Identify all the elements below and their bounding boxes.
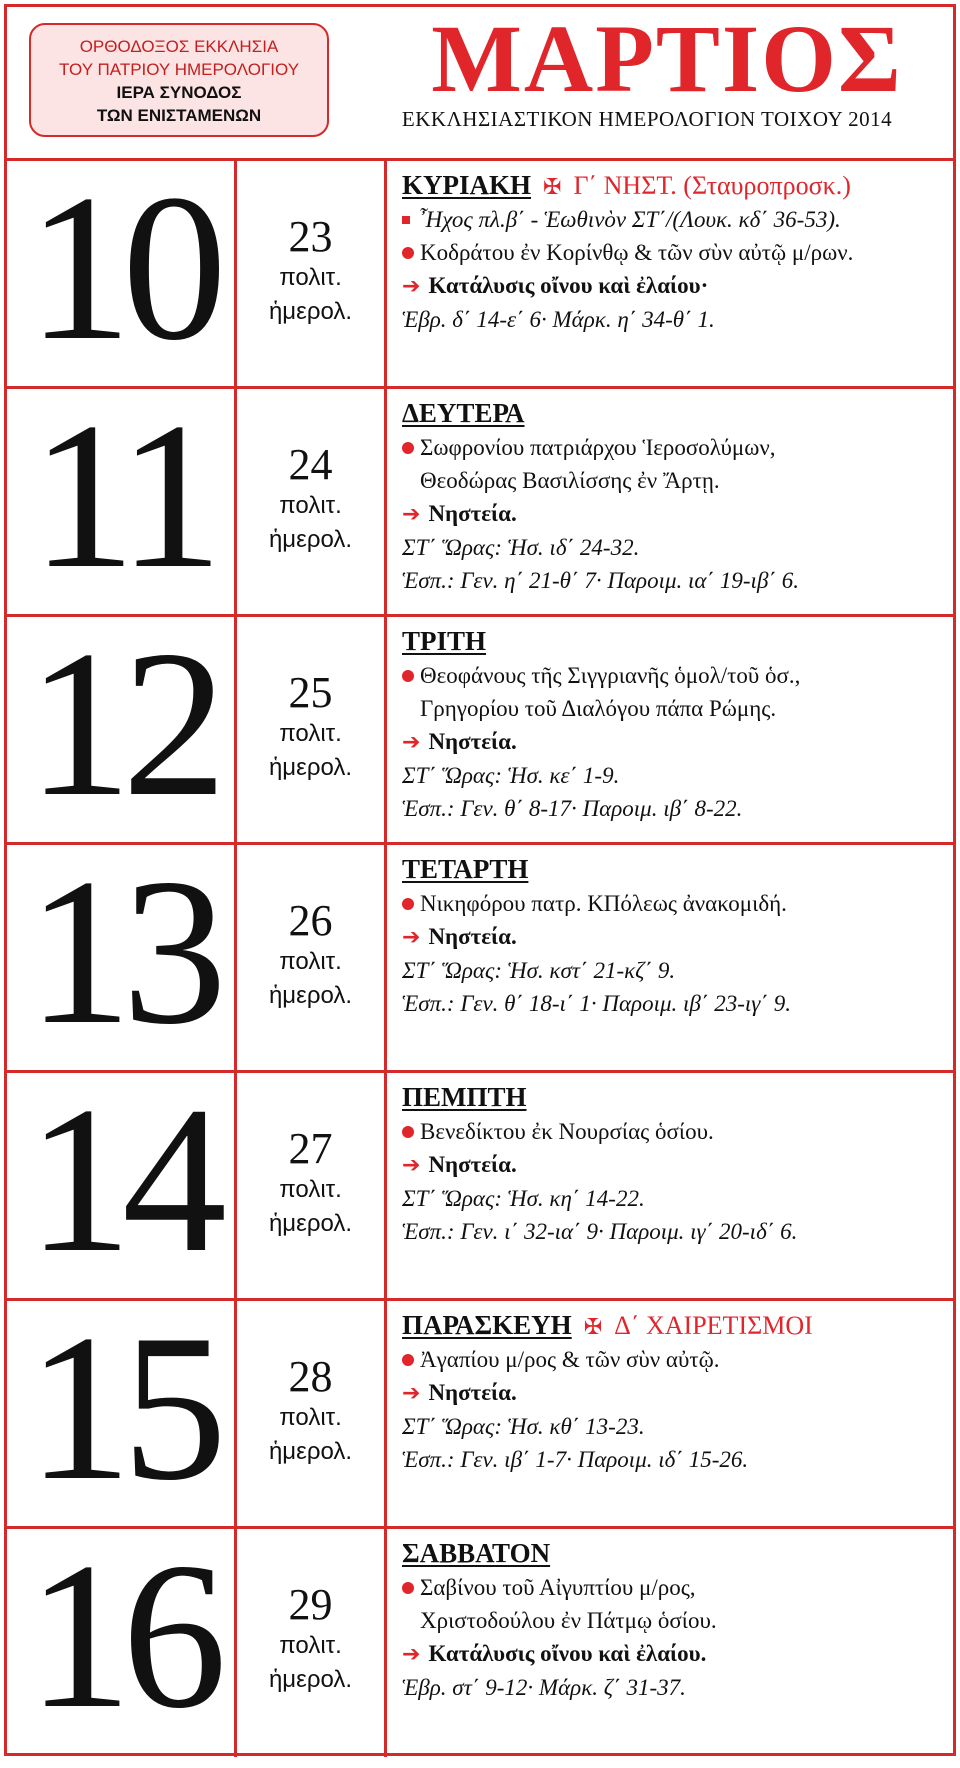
- red-arrow-icon: ➔: [402, 925, 421, 950]
- date-cell: [7, 617, 237, 842]
- old-calendar-cell: [237, 617, 387, 842]
- date-number: 12: [27, 617, 217, 840]
- day-row: [7, 1301, 953, 1529]
- red-square-icon: [402, 216, 410, 224]
- day-row: [7, 1529, 953, 1757]
- red-arrow-icon: ➔: [402, 1381, 421, 1406]
- old-calendar-cell: [237, 389, 387, 614]
- reading-line: [402, 1182, 945, 1215]
- hmerol-label: ἡμερολ.: [268, 1666, 353, 1693]
- old-calendar-cell: [237, 845, 387, 1070]
- fasting-line: [402, 1637, 945, 1671]
- red-arrow-icon: ➔: [402, 502, 421, 527]
- date-number: 13: [27, 845, 217, 1068]
- date-number: 15: [27, 1301, 217, 1524]
- day-heading: [402, 853, 945, 887]
- day-content: [402, 169, 945, 381]
- hmerol-label: ἡμερολ.: [268, 526, 353, 553]
- church-line-2: ΤΟΥ ΠΑΤΡΙΟΥ ΗΜΕΡΟΛΟΓΙΟΥ: [58, 60, 300, 79]
- reading-line: [402, 954, 945, 987]
- reading-text: ΣΤ΄ Ὥρας: Ἡσ. κη΄ 14-22.: [402, 1186, 645, 1211]
- saint-text: Σαβίνου τοῦ Αἰγυπτίου μ/ρος,: [420, 1575, 696, 1600]
- date-cell: [7, 161, 237, 386]
- polit-label: πολιτ.: [279, 1176, 342, 1203]
- saint-line: [402, 1115, 945, 1148]
- reading-line: [402, 759, 945, 792]
- calendar-page: [4, 4, 956, 1756]
- red-dot-icon: [402, 1582, 414, 1594]
- day-row: [7, 389, 953, 617]
- reading-text: ΣΤ΄ Ὥρας: Ἡσ. κθ΄ 13-23.: [402, 1414, 645, 1439]
- reading-text: ΣΤ΄ Ὥρας: Ἡσ. κστ΄ 21-κζ΄ 9.: [402, 958, 676, 983]
- fasting-text: Νηστεία.: [428, 1380, 517, 1405]
- date-cell: [7, 389, 237, 614]
- red-arrow-icon: ➔: [402, 730, 421, 755]
- saint-line: [402, 431, 945, 464]
- reading-text: ΣΤ΄ Ὥρας: Ἡσ. ιδ΄ 24-32.: [402, 535, 640, 560]
- reading-line: [402, 987, 945, 1020]
- reading-line: [402, 303, 945, 336]
- saint-line: [402, 692, 945, 725]
- saint-text: Θεοφάνους τῆς Σιγγριανῆς ὁμολ/τοῦ ὁσ.,: [420, 663, 801, 688]
- church-line-1: ΟΡΘΟΔΟΞΟΣ ΕΚΚΛΗΣΙΑ: [79, 37, 279, 56]
- date-cell: [7, 845, 237, 1070]
- date-cell: [7, 1301, 237, 1526]
- day-content: [402, 625, 945, 837]
- day-rows: [7, 161, 953, 1757]
- fasting-text: Νηστεία.: [428, 729, 517, 754]
- hmerol-label: ἡμερολ.: [268, 982, 353, 1009]
- month-title: ΜΑΡΤΙΟΣ: [431, 5, 903, 112]
- reading-text: Ἑσπ.: Γεν. θ΄ 8-17· Παροιμ. ιβ΄ 8-22.: [402, 796, 743, 821]
- red-arrow-icon: ➔: [402, 1153, 421, 1178]
- polit-label: πολιτ.: [279, 948, 342, 975]
- old-calendar-date: 29: [288, 1580, 333, 1629]
- day-name: ΤΡΙΤΗ: [402, 626, 487, 656]
- saint-line: [402, 236, 945, 269]
- reading-text: Ἑσπ.: Γεν. η΄ 21-θ΄ 7· Παροιμ. ια΄ 19-ιβ΄ 6.: [402, 568, 800, 593]
- polit-label: πολιτ.: [279, 1404, 342, 1431]
- old-calendar-date: 24: [288, 440, 333, 489]
- reading-text: Ἑσπ.: Γεν. ι΄ 32-ια΄ 9· Παροιμ. ιγ΄ 20-ιδ΄ 6.: [402, 1219, 798, 1244]
- reading-line: [402, 1671, 945, 1704]
- church-line-4: ΤΩΝ ΕΝΙΣΤΑΜΕΝΩΝ: [96, 106, 262, 125]
- reading-line: [402, 564, 945, 597]
- fasting-line: [402, 269, 945, 303]
- old-calendar-cell: [237, 161, 387, 386]
- date-number: 16: [27, 1529, 217, 1752]
- day-content: [402, 397, 945, 609]
- saint-line: [402, 659, 945, 692]
- date-cell: [7, 1529, 237, 1757]
- church-line-3: ΙΕΡΑ ΣΥΝΟΔΟΣ: [116, 83, 242, 102]
- saint-text: Κοδράτου ἐν Κορίνθῳ & τῶν σὺν αὐτῷ μ/ρων.: [420, 240, 854, 265]
- red-arrow-icon: ➔: [402, 1642, 421, 1667]
- old-calendar-date: 28: [288, 1352, 333, 1401]
- day-name: ΚΥΡΙΑΚΗ: [402, 170, 532, 200]
- day-name: ΠΕΜΠΤΗ: [402, 1082, 527, 1112]
- feast-title: Γ΄ ΝΗΣΤ. (Σταυροπροσκ.): [573, 171, 851, 200]
- calendar-header: [7, 7, 953, 161]
- polit-label: πολιτ.: [279, 720, 342, 747]
- red-dot-icon: [402, 1126, 414, 1138]
- polit-label: πολιτ.: [279, 1632, 342, 1659]
- saint-text: Γρηγορίου τοῦ Διαλόγου πάπα Ρώμης.: [420, 696, 777, 721]
- day-content: [402, 1309, 945, 1521]
- saint-text: Βενεδίκτου ἐκ Νουρσίας ὁσίου.: [420, 1119, 714, 1144]
- day-heading: [402, 397, 945, 431]
- day-content: [402, 1537, 945, 1749]
- old-calendar-date: 27: [288, 1124, 333, 1173]
- fasting-text: Κατάλυσις οἴνου καὶ ἐλαίου.: [428, 1641, 707, 1666]
- old-calendar-date: 26: [288, 896, 333, 945]
- fasting-text: Νηστεία.: [428, 924, 517, 949]
- red-arrow-icon: ➔: [402, 274, 421, 299]
- fasting-text: Κατάλυσις οἴνου καὶ ἐλαίου·: [428, 273, 709, 298]
- saint-text: Ἀγαπίου μ/ρος & τῶν σὺν αὐτῷ.: [420, 1347, 720, 1372]
- reading-text: Ἑβρ. στ΄ 9-12· Μάρκ. ζ΄ 31-37.: [402, 1675, 686, 1700]
- day-name: ΠΑΡΑΣΚΕΥΗ: [402, 1310, 572, 1340]
- saint-text: Χριστοδούλου ἐν Πάτμῳ ὁσίου.: [420, 1608, 717, 1633]
- red-dot-icon: [402, 898, 414, 910]
- hmerol-label: ἡμερολ.: [268, 298, 353, 325]
- fasting-line: [402, 497, 945, 531]
- reading-line: [402, 531, 945, 564]
- fasting-line: [402, 1376, 945, 1410]
- cross-icon: ✠: [583, 1314, 603, 1339]
- reading-text: Ἑβρ. δ΄ 14-ε΄ 6· Μάρκ. η΄ 34-θ΄ 1.: [402, 307, 715, 332]
- calendar-subtitle: ΕΚΚΛΗΣΙΑΣΤΙΚΟΝ ΗΜΕΡΟΛΟΓΙΟΝ ΤΟΙΧΟΥ 2014: [401, 107, 893, 131]
- fasting-line: [402, 725, 945, 759]
- reading-line: [402, 1443, 945, 1476]
- date-number: 11: [30, 389, 214, 612]
- day-heading: [402, 1081, 945, 1115]
- red-dot-icon: [402, 670, 414, 682]
- date-number: 10: [27, 161, 217, 384]
- old-calendar-date: 25: [288, 668, 333, 717]
- saint-line: [402, 887, 945, 920]
- reading-line: [402, 1410, 945, 1443]
- reading-line: [402, 792, 945, 825]
- old-calendar-date: 23: [288, 212, 333, 261]
- saint-text: Σωφρονίου πατριάρχου Ἱεροσολύμων,: [420, 435, 776, 460]
- feast-title: Δ΄ ΧΑΙΡΕΤΙΣΜΟΙ: [614, 1311, 813, 1340]
- day-content: [402, 1081, 945, 1293]
- reading-line: [402, 1215, 945, 1248]
- day-heading: [402, 169, 945, 203]
- hmerol-label: ἡμερολ.: [268, 754, 353, 781]
- day-content: [402, 853, 945, 1065]
- day-heading: [402, 1309, 945, 1343]
- church-label-box: [29, 23, 329, 137]
- fasting-text: Νηστεία.: [428, 1152, 517, 1177]
- saint-line: [402, 1571, 945, 1604]
- hmerol-label: ἡμερολ.: [268, 1438, 353, 1465]
- date-cell: [7, 1073, 237, 1298]
- date-number: 14: [27, 1073, 217, 1296]
- fasting-text: Νηστεία.: [428, 501, 517, 526]
- tone-text: ῏Ηχος πλ.β΄ - Ἑωθινὸν ΣΤ΄/(Λουκ. κδ΄ 36-53).: [418, 207, 841, 232]
- red-dot-icon: [402, 247, 414, 259]
- fasting-line: [402, 1148, 945, 1182]
- saint-text: Νικηφόρου πατρ. ΚΠόλεως ἀνακομιδή.: [420, 891, 787, 916]
- day-heading: [402, 625, 945, 659]
- day-row: [7, 617, 953, 845]
- day-name: ΤΕΤΑΡΤΗ: [402, 854, 529, 884]
- day-heading: [402, 1537, 945, 1571]
- old-calendar-cell: [237, 1529, 387, 1757]
- fasting-line: [402, 920, 945, 954]
- polit-label: πολιτ.: [279, 492, 342, 519]
- reading-text: Ἑσπ.: Γεν. θ΄ 18-ι΄ 1· Παροιμ. ιβ΄ 23-ιγ΄ 9.: [402, 991, 792, 1016]
- saint-text: Θεοδώρας Βασιλίσσης ἐν Ἄρτῃ.: [420, 468, 720, 493]
- saint-line: [402, 1343, 945, 1376]
- reading-text: ΣΤ΄ Ὥρας: Ἡσ. κε΄ 1-9.: [402, 763, 620, 788]
- old-calendar-cell: [237, 1301, 387, 1526]
- saint-line: [402, 1604, 945, 1637]
- polit-label: πολιτ.: [279, 264, 342, 291]
- tone-line: [402, 203, 945, 236]
- day-row: [7, 161, 953, 389]
- saint-line: [402, 464, 945, 497]
- day-row: [7, 845, 953, 1073]
- reading-text: Ἑσπ.: Γεν. ιβ΄ 1-7· Παροιμ. ιδ΄ 15-26.: [402, 1447, 749, 1472]
- day-name: ΔΕΥΤΕΡΑ: [402, 398, 525, 428]
- red-dot-icon: [402, 1354, 414, 1366]
- day-row: [7, 1073, 953, 1301]
- old-calendar-cell: [237, 1073, 387, 1298]
- red-dot-icon: [402, 442, 414, 454]
- day-name: ΣΑΒΒΑΤΟΝ: [402, 1538, 551, 1568]
- cross-icon: ✠: [543, 174, 562, 199]
- hmerol-label: ἡμερολ.: [268, 1210, 353, 1237]
